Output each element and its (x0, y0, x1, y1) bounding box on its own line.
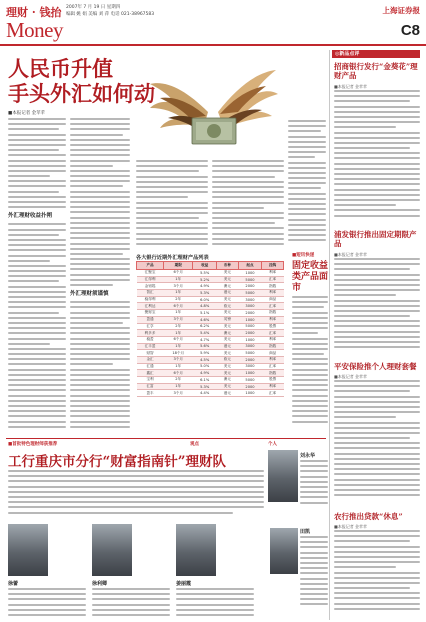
main-story-column-2 (70, 118, 130, 434)
right-story-1-text (334, 90, 420, 226)
table-header-cell: 挂钩 (262, 262, 284, 270)
person-bio-2 (8, 588, 86, 620)
table-cell: 2年 (164, 377, 193, 384)
table-cell: 3个月 (164, 283, 193, 290)
product-table (136, 261, 284, 397)
person-name-2: 田凯 (300, 529, 311, 535)
table-cell: 财智 (137, 350, 164, 357)
table-cell: 汇丰盈 (137, 343, 164, 350)
table-cell: 美元 (217, 296, 239, 303)
table-cell: 2000 (238, 356, 262, 363)
table-row (137, 356, 284, 363)
right-story-4-text (334, 530, 420, 618)
table-cell: 5.3% (193, 383, 217, 390)
table-row (137, 370, 284, 377)
table-cell: 5.6% (193, 343, 217, 350)
bottom-section-tag: ■首批特色理财师获推荐 (8, 442, 58, 447)
table-row (137, 276, 284, 283)
bottom-intro-text (8, 470, 264, 518)
person-name-4-label: 姜丽霞 (176, 581, 192, 587)
table-cell: 股票 (262, 323, 284, 330)
table-cell: 宝利 (137, 377, 164, 384)
table-cell: 1年 (164, 276, 193, 283)
table-cell: 1000 (238, 270, 262, 277)
table-cell: 利率 (262, 290, 284, 297)
table-cell: 3个月 (164, 356, 193, 363)
right-story-2-author: ■本报记者 金苹苹 (334, 252, 368, 257)
table-cell: 3000 (238, 296, 262, 303)
table-cell: 5000 (238, 377, 262, 384)
table-cell: 澳元 (217, 330, 239, 337)
table-cell: 3000 (238, 303, 262, 310)
table-cell: 18个月 (164, 350, 193, 357)
table-cell: 欧元 (217, 303, 239, 310)
table-cell: 1年 (164, 383, 193, 390)
profile-photo-2 (270, 528, 298, 574)
table-cell: 1年 (164, 290, 193, 297)
table-cell: 英镑 (217, 316, 239, 323)
right-story-4-author: ■本报记者 金苹苹 (334, 524, 368, 529)
table-cell: 鑫汇 (137, 370, 164, 377)
table-cell: 2000 (238, 383, 262, 390)
table-cell: 美元 (217, 323, 239, 330)
table-cell: 4.8% (193, 303, 217, 310)
table-cell: 4.9% (193, 370, 217, 377)
table-row (137, 343, 284, 350)
person-name-2-label: 徐蕾 (8, 581, 19, 587)
table-cell: 金汇 (137, 356, 164, 363)
table-cell: 港元 (217, 390, 239, 397)
table-cell: 商品 (262, 296, 284, 303)
table-cell: 2年 (164, 296, 193, 303)
section-title: Money (6, 18, 63, 42)
table-row (137, 316, 284, 323)
right-story-1-title: 招商银行发行“金葵花”理财产品 (334, 62, 418, 80)
main-headline (8, 56, 155, 106)
main-story-column-5 (288, 120, 326, 248)
table-cell: 商品 (262, 350, 284, 357)
table-cell: 1000 (238, 390, 262, 397)
table-cell: 2000 (238, 330, 262, 337)
table-cell: 美元 (217, 310, 239, 317)
table-cell: 澳元 (217, 283, 239, 290)
table-body (137, 270, 284, 397)
table-cell: 5000 (238, 323, 262, 330)
person-bio-1 (300, 460, 328, 510)
table-cell: 5000 (238, 276, 262, 283)
table-cell: 利率 (262, 383, 284, 390)
subhead-2: 外汇理财须谨慎 (70, 291, 109, 298)
table-cell: 3000 (238, 343, 262, 350)
profile-photo-5 (176, 524, 216, 576)
table-header-cell: 期限 (164, 262, 193, 270)
middle-story-text (292, 296, 328, 434)
profile-photo-4 (92, 524, 132, 576)
profile-photo-3 (8, 524, 48, 576)
table-cell: 5.1% (193, 310, 217, 317)
table-cell: 1000 (238, 336, 262, 343)
table-row (137, 330, 284, 337)
profile-photo-1 (268, 450, 298, 502)
table-header-cell: 币种 (217, 262, 239, 270)
table-cell: 1000 (238, 370, 262, 377)
table-cell: 4.7% (193, 336, 217, 343)
table-cell: 美元 (217, 276, 239, 283)
table-cell: 指数 (262, 283, 284, 290)
table-cell: 盈丰 (137, 390, 164, 397)
table-cell: 澳元 (217, 377, 239, 384)
page-number: C8 (400, 22, 420, 39)
table-cell: 1000 (238, 316, 262, 323)
table-cell: 5.4% (193, 330, 217, 337)
table-cell: 5.3% (193, 290, 217, 297)
table-cell: 汇利达 (137, 303, 164, 310)
issue-date: 2007年 7 月 19 日 星期四 (66, 5, 121, 10)
table-cell: 5.0% (193, 363, 217, 370)
publication-name: 上海证券报 (382, 6, 420, 15)
right-story-1-author: ■本报记者 金苹苹 (334, 84, 368, 89)
table-cell: 利率 (262, 356, 284, 363)
table-cell: 美元 (217, 383, 239, 390)
table-row (137, 270, 284, 277)
table-cell: 指数 (262, 343, 284, 350)
table-header-cell: 起点 (238, 262, 262, 270)
table-cell: 智汇 (137, 290, 164, 297)
table-cell: 4.6% (193, 316, 217, 323)
person-bio-5 (300, 536, 328, 616)
table-cell: 金钥匙 (137, 283, 164, 290)
table-cell: 2000 (238, 310, 262, 317)
table-cell: 3000 (238, 363, 262, 370)
table-cell: 6个月 (164, 303, 193, 310)
bottom-headline: 工行重庆市分行“财富指南针”理财队 (8, 454, 227, 470)
table-cell: 稳盈 (137, 336, 164, 343)
table-cell: 汇率 (262, 390, 284, 397)
table-row (137, 383, 284, 390)
table-cell: 港元 (217, 290, 239, 297)
table-cell: 5.9% (193, 350, 217, 357)
table-cell: 3个月 (164, 390, 193, 397)
table-cell: 美元 (217, 336, 239, 343)
main-story-column-4 (212, 160, 284, 250)
table-row (137, 283, 284, 290)
table-row (137, 296, 284, 303)
table-cell: 2年 (164, 323, 193, 330)
table-cell: 聚财宝 (137, 310, 164, 317)
middle-headline: 固定收益类产品面市 (292, 261, 329, 293)
bottom-divider (6, 438, 326, 439)
headline-line-1: 人民币升值 (8, 56, 113, 81)
table-cell: 6个月 (164, 270, 193, 277)
bottom-viewpoint-tag: 观点 (190, 442, 199, 447)
winged-banknote-icon (146, 50, 280, 158)
table-cell: 5.2% (193, 276, 217, 283)
table-cell: 4.5% (193, 356, 217, 363)
table-cell: 6.2% (193, 323, 217, 330)
table-row (137, 323, 284, 330)
table-cell: 6个月 (164, 336, 193, 343)
table-cell: 4.4% (193, 390, 217, 397)
table-cell: 美元 (217, 370, 239, 377)
main-story-column-3 (136, 160, 208, 250)
table-cell: 6个月 (164, 370, 193, 377)
table-cell: 汇通 (137, 363, 164, 370)
middle-tag: ■短讯快递 (292, 253, 315, 258)
table-cell: 汇率 (262, 330, 284, 337)
product-table-title: 各大银行近期外汇理财产品列表 (136, 255, 209, 261)
right-story-2-title: 浦发银行推出固定期限产品 (334, 230, 417, 248)
table-cell: 指数 (262, 370, 284, 377)
person-name-3-label: 徐利卿 (92, 581, 108, 587)
table-cell: 汇富 (137, 383, 164, 390)
table-cell: 欧元 (217, 356, 239, 363)
table-cell: 2000 (238, 283, 262, 290)
table-header-row (137, 262, 284, 270)
table-cell: 利率 (262, 270, 284, 277)
table-cell: 稳得利 (137, 296, 164, 303)
table-cell: 1年 (164, 330, 193, 337)
bottom-person-tag: 个人 (268, 442, 277, 447)
person-bio-3 (92, 588, 170, 620)
main-story-column-1 (8, 118, 66, 434)
editor-line: 编辑 姚 娟 美编 刘 萍 电话 021-38967583 (66, 12, 155, 17)
right-story-3-title: 平安保险推个人理财套餐 (334, 362, 417, 371)
table-cell: 港元 (217, 343, 239, 350)
main-byline: ■本报记者 金苹苹 (8, 111, 46, 116)
table-cell: 1年 (164, 343, 193, 350)
column-divider (329, 50, 330, 620)
banknote-shape (192, 118, 236, 144)
table-header-cell: 产品 (137, 262, 164, 270)
table-row (137, 390, 284, 397)
subhead-1: 外汇理财收益扑朔 (8, 213, 53, 220)
table-cell: 1年 (164, 310, 193, 317)
table-cell: 汇率 (262, 303, 284, 310)
person-name-1: 刘永华 (300, 453, 316, 459)
table-cell: 盈通 (137, 316, 164, 323)
table-row (137, 350, 284, 357)
table-cell: 5000 (238, 290, 262, 297)
table-row (137, 363, 284, 370)
table-cell: 汇得利 (137, 276, 164, 283)
table-cell: 汇享 (137, 323, 164, 330)
person-bio-4 (176, 588, 254, 620)
table-cell: 利多多 (137, 330, 164, 337)
headline-line-2: 手头外汇如何动 (8, 81, 155, 106)
table-cell: 美元 (217, 270, 239, 277)
table-cell: 指数 (262, 310, 284, 317)
table-cell: 1年 (164, 363, 193, 370)
table-cell: 3个月 (164, 316, 193, 323)
table-cell: 汇聚宝 (137, 270, 164, 277)
table-cell: 美元 (217, 350, 239, 357)
table-cell: 利率 (262, 336, 284, 343)
table-row (137, 377, 284, 384)
page-header (0, 0, 426, 46)
right-story-2-text (334, 258, 420, 356)
right-story-4-title: 农行推出贷款“休息” (334, 512, 403, 521)
section-brand: 理财 · 钱抬 (6, 6, 62, 19)
right-story-3-author: ■本报记者 金苹苹 (334, 374, 368, 379)
table-row (137, 336, 284, 343)
table-cell: 5.5% (193, 270, 217, 277)
table-cell: 4.9% (193, 283, 217, 290)
table-cell: 股票 (262, 377, 284, 384)
table-cell: 汇率 (262, 276, 284, 283)
table-cell: 6.0% (193, 296, 217, 303)
table-cell: 5000 (238, 350, 262, 357)
table-cell: 利率 (262, 316, 284, 323)
table-row (137, 290, 284, 297)
table-row (137, 310, 284, 317)
right-story-3-text (334, 380, 420, 508)
right-column-header: ◎新品点评 (332, 50, 420, 58)
table-row (137, 303, 284, 310)
table-cell: 美元 (217, 363, 239, 370)
table-cell: 汇率 (262, 363, 284, 370)
table-header-cell: 收益 (193, 262, 217, 270)
table-cell: 6.1% (193, 377, 217, 384)
